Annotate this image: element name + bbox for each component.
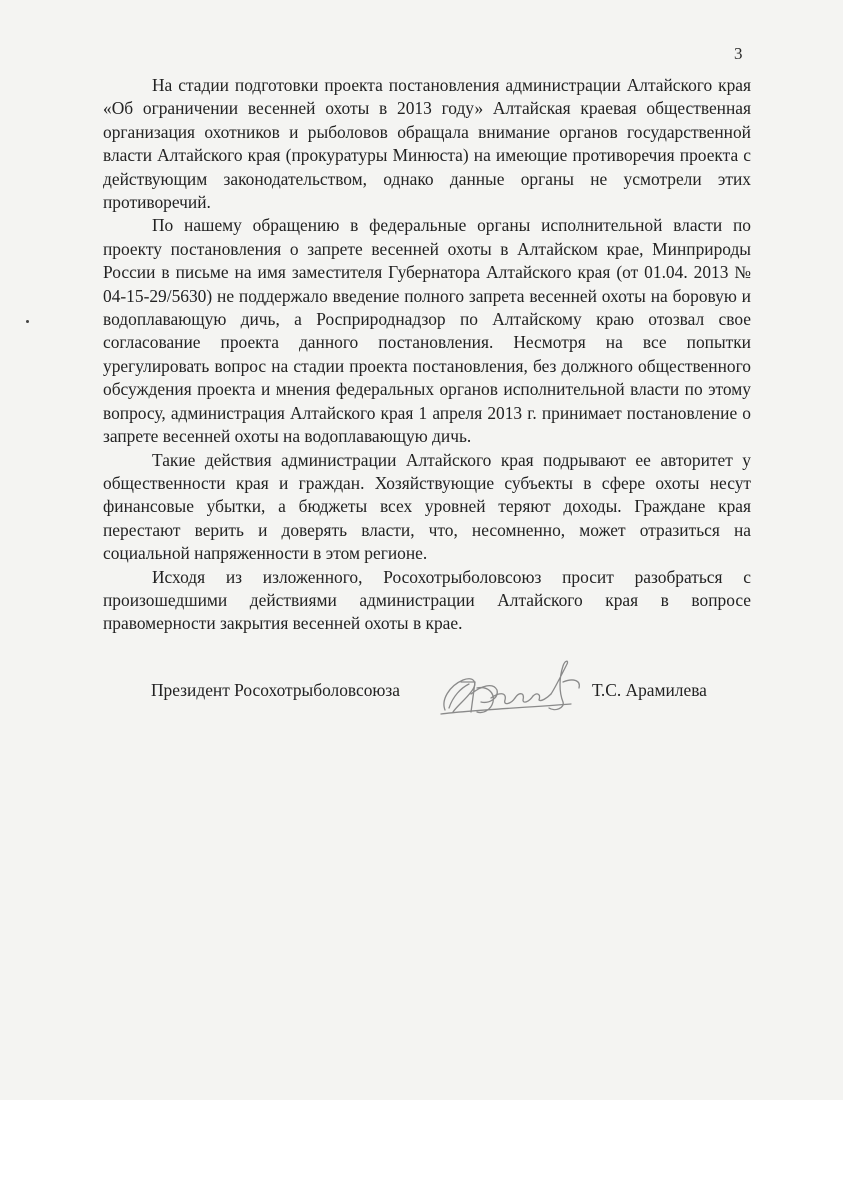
blank-margin — [0, 1100, 843, 1192]
signatory-title: Президент Росохотрыболовсоюза — [151, 680, 401, 700]
signatory-name: Т.С. Арамилева — [592, 680, 707, 700]
handwritten-signature-icon — [431, 652, 591, 724]
scan-speck — [26, 320, 29, 323]
page-number: 3 — [734, 44, 743, 63]
signature-block — [151, 674, 771, 724]
letter-body — [103, 74, 751, 636]
paragraph-3: Такие действия администрации Алтайского края подрывают ее авторитет у общественности края и граждан. Хозяйствующие субъекты в сфере охоты несут финансовые убытки, а бюджеты всех уровней теряют доходы. Граждане края перестают верить и доверять власти, что, несомненно, может отразиться на социальной напряженности в этом регионе. — [103, 449, 751, 564]
paragraph-4: Исходя из изложенного, Росохотрыболовсоюз просит разобраться с произошедшими действиями администрации Алтайского края в вопросе правомерности закрытия весенней охоты в крае. — [103, 566, 751, 634]
paragraph-2: По нашему обращению в федеральные органы исполнительной власти по проекту постановления о запрете весенней охоты в Алтайском крае, Минприроды России в письме на имя заместителя Губернатора Алтайского края (от 01.04. 2013 № 04-15-29/5630) не поддержало введение полного запрета весенней охоты на боровую и водоплавающую дичь, а Росприроднадзор по Алтайскому краю отозвал свое согласование проекта данного постановления. Несмотря на все попытки урегулировать вопрос на стадии проекта постановления, без должного общественного обсуждения проекта и мнения федеральных органов исполнительной власти по этому вопросу, администрация Алтайского края 1 апреля 2013 г. принимает постановление о запрете весенней охоты на водоплавающую дичь. — [103, 215, 751, 447]
paragraph-1: На стадии подготовки проекта постановления администрации Алтайского края «Об ограничении весенней охоты в 2013 году» Алтайская краевая общественная организация охотников и рыболовов обращала внимание органов государственной власти Алтайского края (прокуратуры Минюста) на имеющие противоречия проекта с действующим законодательством, однако данные органы не усмотрели этих противоречий. — [103, 75, 751, 213]
